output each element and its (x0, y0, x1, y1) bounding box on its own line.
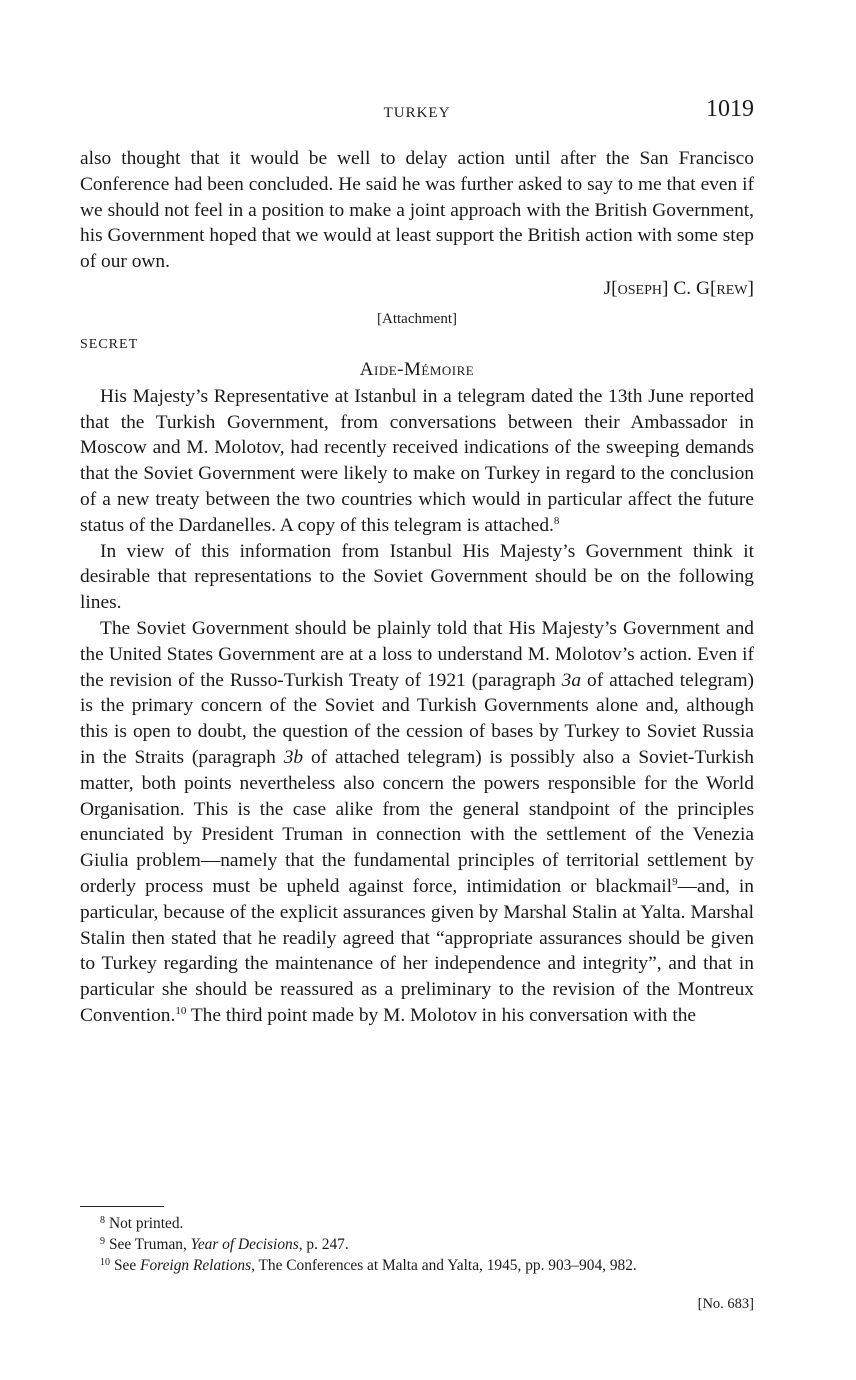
paragraph-3-part-1: The Soviet Government should be plainly told that His Majesty’s Government and the United States Government are at a loss to understand M. Molotov’s action. Even if the revision of the Russo-Turkish Treaty of 1921 (paragraph (80, 617, 754, 691)
page-number: 1019 (706, 96, 754, 122)
paragraph-3-part-4: —and, in particular, because of the explicit assurances given by Marshal Stalin at Yalta. Marshal Stalin then stated that he readily agreed that “appropriate assurances should be given to Turkey regarding the maintenance of her independence and integrity”, and that in particular she should be reassured as a preliminary to the revision of the Montreux Convention. (80, 875, 755, 1026)
document-title: Aide-Mémoire (359, 358, 475, 380)
running-head: TURKEY (383, 105, 451, 121)
paragraph-1-text: His Majesty’s Representative at Istanbul in a telegram dated the 13th June reported that the Turkish Government, from conversations between their Ambassador in Moscow and M. Molotov, had recently received indications of the sweeping demands that the Soviet Government were likely to make on Turkey in regard to the conclusion of a new treaty between the two countries which would in particular affect the future status of the Dardanelles. A copy of this telegram is attached. (80, 385, 754, 536)
footnote-text: , p. 247. (298, 1235, 349, 1253)
footnote-10 (80, 1254, 754, 1275)
footnote-title: Foreign Relations (140, 1256, 252, 1274)
signature (80, 276, 754, 302)
footnote-title: Year of Decisions (190, 1235, 299, 1253)
footnote-text: Not printed. (109, 1215, 184, 1232)
paragraph-1 (80, 384, 754, 539)
footnote-number: 9 (100, 1235, 105, 1247)
sig-j: J[ (603, 277, 618, 299)
footnote-9 (80, 1233, 754, 1254)
footnote-text: See Truman, (109, 1235, 191, 1253)
sig-last-rest: rew (716, 277, 748, 299)
footnotes (80, 1212, 754, 1274)
sig-middle: ] C. G[ (662, 277, 717, 299)
footnote-8 (80, 1212, 754, 1233)
sig-first-rest: oseph (617, 277, 663, 299)
footnote-number: 10 (100, 1256, 110, 1268)
attachment-label: [Attachment] (377, 310, 457, 327)
footnote-divider (80, 1206, 164, 1207)
paragraph-ref-3b: 3b (283, 746, 304, 768)
paragraph-3-part-5: The third point made by M. Molotov in his conversation with the (186, 1004, 697, 1026)
paragraph-ref-3a: 3a (561, 669, 582, 691)
paragraph-3 (80, 616, 754, 1029)
footnote-number: 8 (100, 1215, 105, 1226)
footnote-text: , The Conferences at Malta and Yalta, 1945, pp. 903–904, 982. (251, 1256, 637, 1274)
body-text (80, 146, 754, 1029)
paragraph-3-part-3: of attached telegram) is possibly also a Soviet-Turkish matter, both points nevertheless also concern the powers responsible for the World Organisation. This is the case alike from the general standpoint of the principles enunciated by President Truman in connection with the settlement of the Venezia Giulia problem—namely that the fundamental principles of territorial settlement by orderly process must be upheld against force, intimidation or blackmail (80, 746, 754, 897)
sig-end: ] (747, 277, 754, 299)
footnote-ref-10: 10 (175, 1004, 187, 1017)
footnote-ref-9: 9 (672, 875, 678, 888)
page-header (80, 96, 754, 126)
opening-paragraph: also thought that it would be well to delay action until after the San Francisco Conference had been concluded. He said he was further asked to say to me that even if we should not feel in a position to make a joint approach with the British Government, his Government hoped that we would at least support the British action with some step of our own. (80, 148, 754, 273)
footnote-ref-8: 8 (553, 514, 560, 527)
footnote-text: See (114, 1256, 141, 1274)
classification-marking: SECRET (80, 336, 139, 352)
docket-number: [No. 683] (697, 1296, 754, 1312)
paragraph-3-part-2: of attached telegram) is the primary concern of the Soviet and Turkish Governments alone and, although this is open to doubt, the question of the cession of bases by Turkey to Soviet Russia in the Straits (paragraph (80, 669, 754, 768)
paragraph-2: In view of this information from Istanbul His Majesty’s Government think it desirable that representations to the Soviet Government should be on the following lines. (80, 540, 754, 614)
